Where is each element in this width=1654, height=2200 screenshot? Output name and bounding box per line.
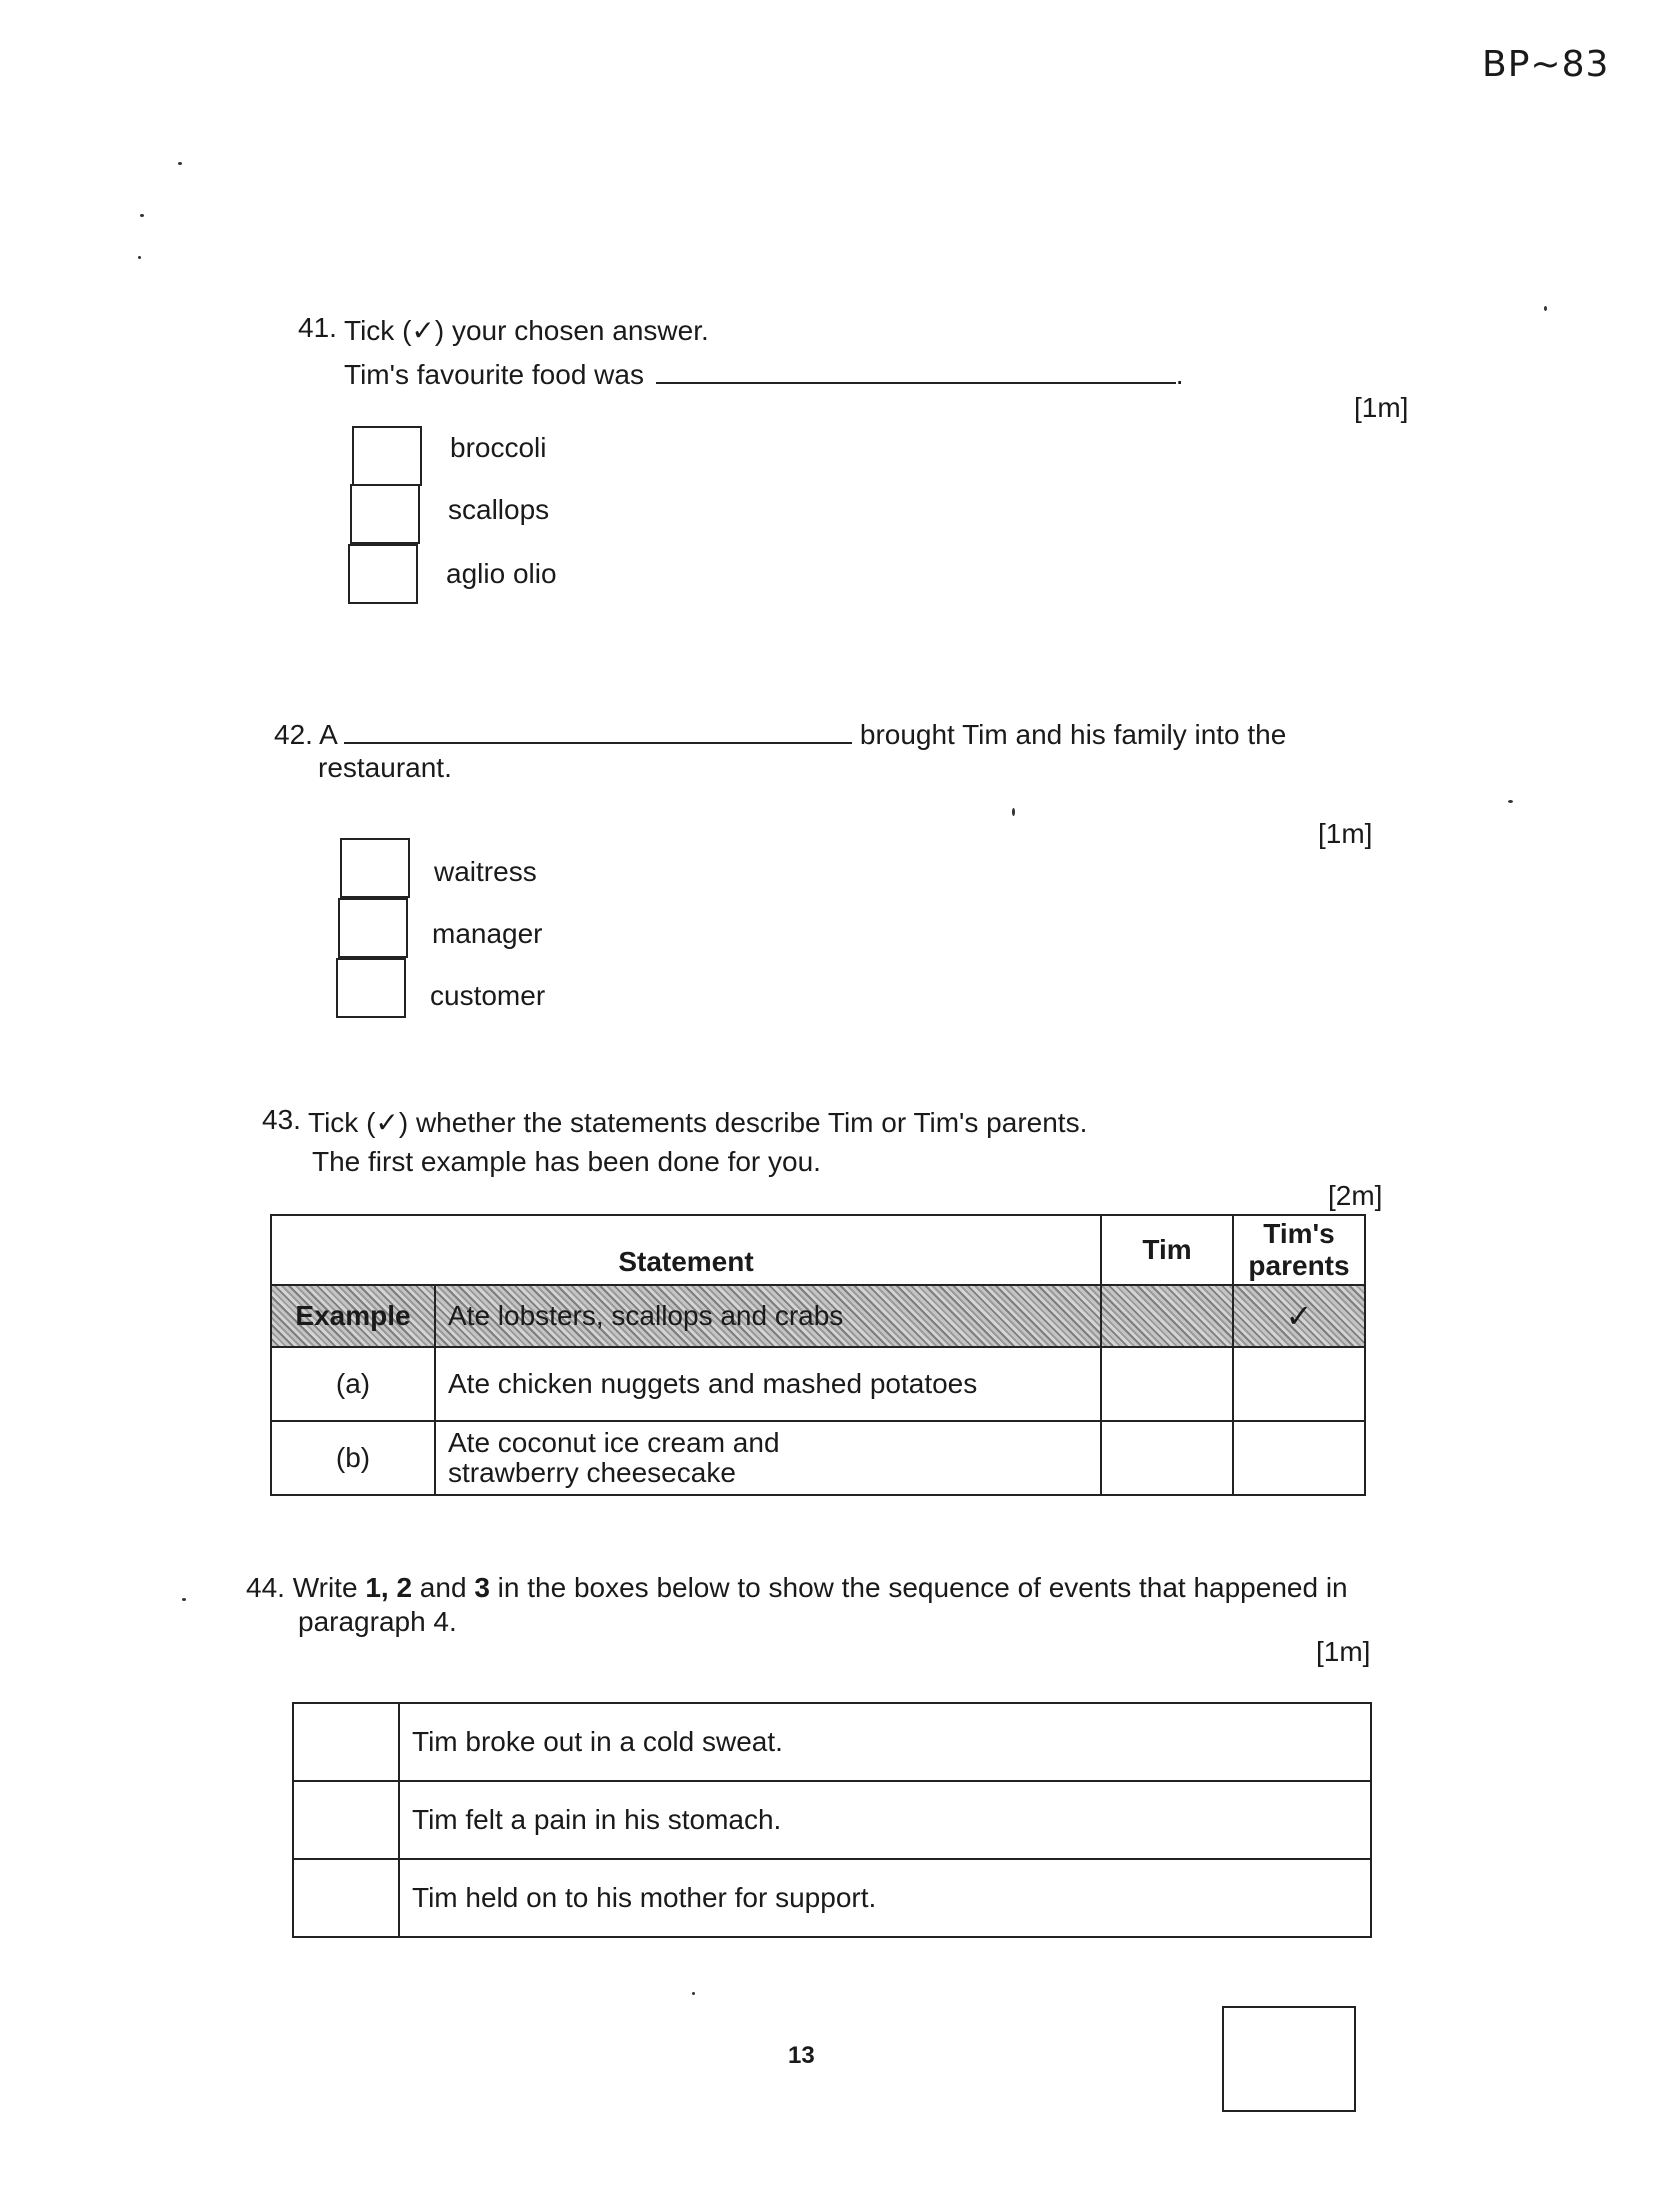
q43-row-a xyxy=(271,1347,1365,1421)
q42-number: 42. xyxy=(274,719,313,750)
q44-number-3: 3 xyxy=(474,1572,490,1603)
q41-option-scallops: scallops xyxy=(448,494,550,525)
q43-example-parents-tick: ✓ xyxy=(1233,1285,1365,1347)
q43-example-tim-cell xyxy=(1101,1285,1233,1347)
q44-instruction-and: and xyxy=(412,1572,475,1603)
q42-option-waitress: waitress xyxy=(434,856,537,887)
q42-marks: [1m] xyxy=(1318,818,1373,849)
q41-option-broccoli: broccoli xyxy=(450,432,547,463)
scan-speck xyxy=(1508,800,1513,803)
q41-stem-line xyxy=(344,358,1184,391)
q43-row-a-tim-cell[interactable] xyxy=(1101,1347,1233,1421)
q42-option-customer: customer xyxy=(430,980,546,1011)
q42-stem-start: A xyxy=(319,719,337,750)
page-code: BP~83 xyxy=(1482,44,1610,85)
q43-instruction: Tick (✓) whether the statements describe Tim or Tim's parents. xyxy=(308,1107,1088,1138)
q44-sequence-table xyxy=(292,1702,1372,1938)
q43-header-tim: Tim xyxy=(1101,1215,1233,1285)
q44-instruction-pre: Write xyxy=(292,1572,366,1603)
q43-row-a-label: (a) xyxy=(271,1347,435,1421)
q43-table xyxy=(270,1214,1366,1496)
q43-header-statement: Statement xyxy=(271,1215,1101,1285)
q44-instruction-post: in the boxes below to show the sequence of events that happened in xyxy=(489,1572,1348,1603)
q43-example-statement: Ate lobsters, scallops and crabs xyxy=(435,1285,1101,1347)
q44-marks: [1m] xyxy=(1316,1636,1371,1667)
scan-speck xyxy=(182,1598,186,1601)
q44-sequence-box[interactable] xyxy=(293,1781,399,1859)
q43-row-b xyxy=(271,1421,1365,1495)
q41-number: 41. xyxy=(298,312,337,343)
scan-speck xyxy=(1012,808,1015,816)
q42-option-manager: manager xyxy=(432,918,543,949)
q41-stem: Tim's favourite food was xyxy=(344,359,644,390)
q44-numbers-1-2: 1, 2 xyxy=(365,1572,413,1603)
q44-number: 44. xyxy=(246,1572,285,1603)
q43-row-a-parents-cell[interactable] xyxy=(1233,1347,1365,1421)
score-box[interactable] xyxy=(1222,2006,1356,2112)
q42-stem-line2: restaurant. xyxy=(318,752,452,783)
q43-row-b-label: (b) xyxy=(271,1421,435,1495)
q43-header-parents: Tim's parents xyxy=(1233,1215,1365,1285)
scan-speck xyxy=(1544,306,1547,311)
q42-answer-blank[interactable] xyxy=(344,716,852,744)
q44-event-text: Tim broke out in a cold sweat. xyxy=(399,1703,1371,1781)
q41-instruction: Tick (✓) your chosen answer. xyxy=(344,315,709,346)
q41-answer-blank[interactable] xyxy=(656,358,1176,384)
q41-marks: [1m] xyxy=(1354,392,1409,423)
scan-speck xyxy=(140,214,144,217)
q42-tickbox-manager[interactable] xyxy=(338,898,408,958)
q41-tickbox-broccoli[interactable] xyxy=(352,426,422,486)
q42-stem-line xyxy=(274,716,1286,751)
q44-sequence-box[interactable] xyxy=(293,1859,399,1937)
q44-event-text: Tim held on to his mother for support. xyxy=(399,1859,1371,1937)
q43-number: 43. xyxy=(262,1104,301,1135)
page-number: 13 xyxy=(788,2042,815,2069)
q44-instruction-line xyxy=(246,1572,1348,1604)
scan-speck xyxy=(692,1992,695,1995)
q44-instruction2: paragraph 4. xyxy=(298,1606,457,1637)
q43-marks: [2m] xyxy=(1328,1180,1383,1211)
q42-stem-end: brought Tim and his family into the xyxy=(859,719,1287,750)
q44-event-row xyxy=(293,1703,1371,1781)
q41-tickbox-aglio-olio[interactable] xyxy=(348,544,418,604)
q44-event-text: Tim felt a pain in his stomach. xyxy=(399,1781,1371,1859)
q44-event-row xyxy=(293,1859,1371,1937)
scan-speck xyxy=(178,162,182,165)
q44-sequence-box[interactable] xyxy=(293,1703,399,1781)
q43-row-a-statement: Ate chicken nuggets and mashed potatoes xyxy=(435,1347,1101,1421)
q43-row-b-parents-cell[interactable] xyxy=(1233,1421,1365,1495)
q41-option-aglio-olio: aglio olio xyxy=(446,558,557,589)
q41-tickbox-scallops[interactable] xyxy=(350,484,420,544)
q43-example-row xyxy=(271,1285,1365,1347)
q43-row-b-tim-cell[interactable] xyxy=(1101,1421,1233,1495)
q41-stem-end: . xyxy=(1175,359,1184,390)
scan-speck xyxy=(138,256,141,259)
q43-instruction2: The first example has been done for you. xyxy=(312,1146,821,1177)
q43-row-b-statement: Ate coconut ice cream and strawberry cheesecake xyxy=(435,1421,1101,1495)
q42-tickbox-customer[interactable] xyxy=(336,958,406,1018)
q44-event-row xyxy=(293,1781,1371,1859)
q43-example-label: Example xyxy=(271,1285,435,1347)
q42-tickbox-waitress[interactable] xyxy=(340,838,410,898)
